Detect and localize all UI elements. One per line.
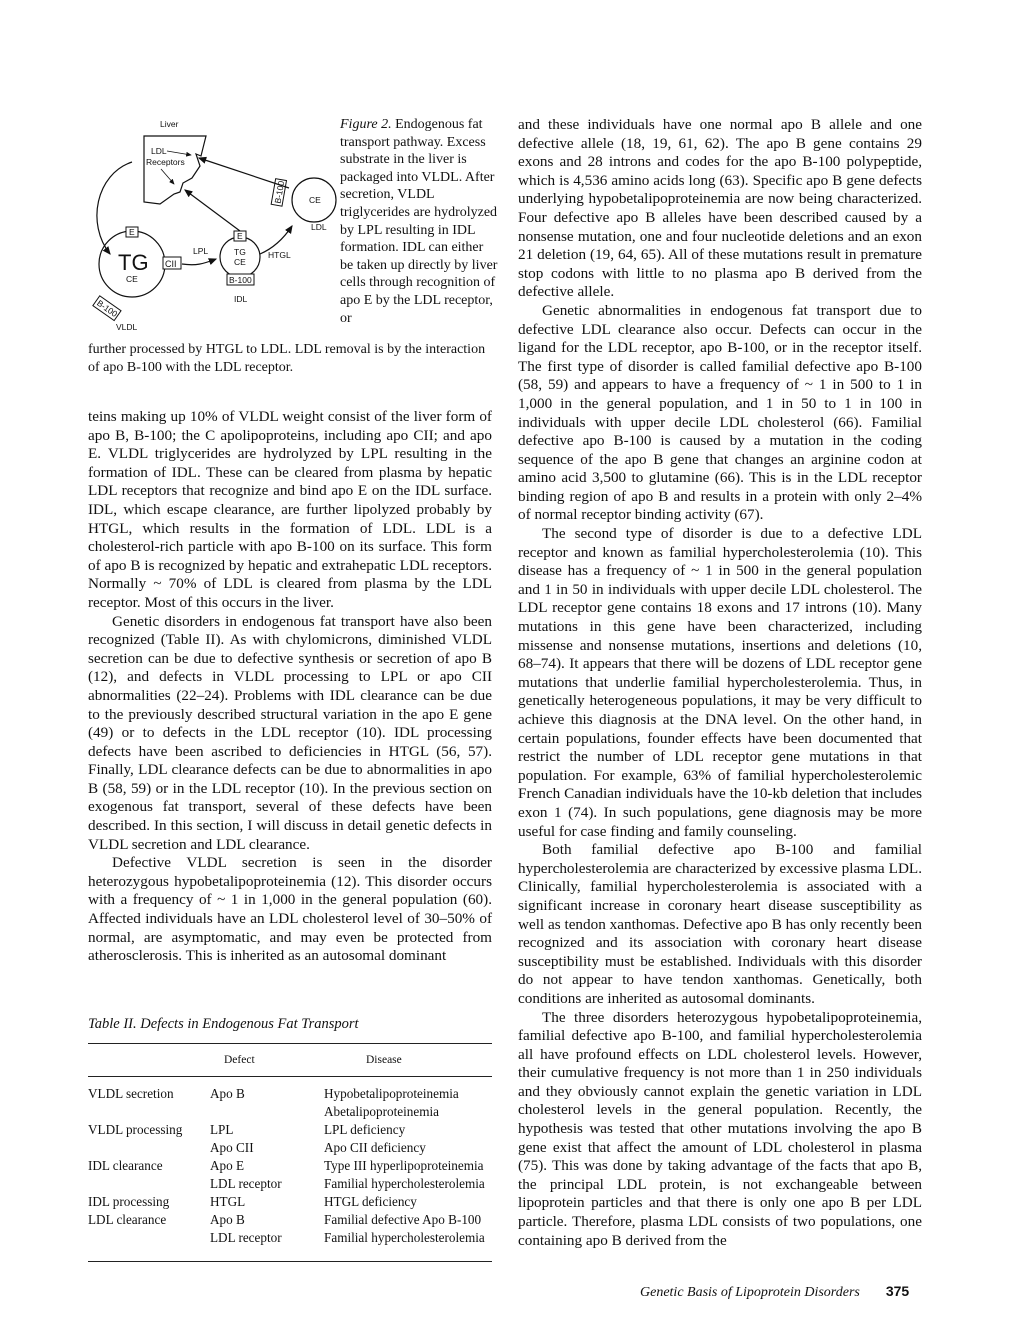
- left-column: [88, 408, 492, 966]
- endogenous-fat-transport-diagram: [88, 114, 338, 344]
- vldl-label: VLDL: [116, 322, 138, 332]
- svg-text:E: E: [129, 227, 135, 237]
- table-row: IDL processing HTGL HTGL deficiency: [88, 1194, 417, 1209]
- table-row: LDL clearance Apo B Familial defective Apo B-100: [88, 1212, 482, 1227]
- svg-text:B-100: B-100: [272, 180, 287, 205]
- ldl-particle: [271, 178, 336, 232]
- svg-text:CII: CII: [165, 259, 177, 269]
- lpl-label: LPL: [193, 246, 209, 256]
- table-row: Abetalipoproteinemia: [324, 1104, 439, 1119]
- idl-particle: [220, 231, 260, 304]
- svg-text:TG: TG: [234, 247, 246, 257]
- table-title: Table II. Defects in Endogenous Fat Transport: [88, 1016, 359, 1032]
- ldl-label: LDL: [311, 222, 327, 232]
- right-column: [518, 116, 922, 1250]
- svg-text:CE: CE: [309, 195, 321, 205]
- page-number: 375: [885, 1283, 910, 1299]
- vldl-particle: [93, 227, 181, 332]
- page-footer: [640, 1283, 909, 1301]
- figure-caption: [340, 116, 498, 327]
- paragraph: The second type of disorder is due to a defective LDL receptor and known as familial hypercholesterolemia (10). This disease has a frequency of ~ 1 in 500 in the general population and 1 in 50 in individuals with upper decile LDL cholesterol. The LDL receptor gene contains 18 exons and 17 introns (10). Many mutations in this gene have been characterized, including missense and nonsense mutations, insertions and deletions (10, 68–74). It appears that there will be dozens of LDL receptor gene mutations that underlie familial hypercholesterolemia. Thus, in genetically heterogeneous populations, it may be very difficult to achieve this diagnosis at the DNA level. On the other hand, in certain populations, founder effects have been documented that restrict the number of LDL receptor gene mutations in that population. For example, 63% of familial hypercholesterolemic French Canadian individuals have the 10-kb deletion that includes exon 1 (74). In such populations, gene diagnosis may be more useful for case finding and family counseling.: [518, 525, 922, 840]
- receptor-label-2: Receptors: [146, 157, 185, 167]
- svg-text:CE: CE: [126, 274, 138, 284]
- defects-table: [88, 1044, 492, 1261]
- paragraph: Genetic disorders in endogenous fat transport have also been recognized (Table II). As with chylomicrons, diminished VLDL secretion can be due to defective synthesis or secretion of apo B (12), and defects in VLDL processing to LPL or apo CII abnormalities (22–24). Problems with IDL clearance can be due to the previously described structural variation in the apo E gene (49) or to defects in the LDL receptor (10). IDL processing defects have been ascribed to deficiencies in HTGL (56, 57). Finally, LDL clearance defects can be due to abnormalities in apo B (58, 59) or in the LDL receptor (10). In the previous section on exogenous fat transport, several of these defects have been described. In this section, I will discuss in detail genetic defects in VLDL secretion and LDL clearance.: [88, 612, 492, 853]
- figure-2: [88, 114, 500, 394]
- svg-text:B-100: B-100: [229, 275, 252, 285]
- table-row: IDL clearance Apo E Type III hyperlipoproteinemia: [88, 1158, 484, 1173]
- receptor-label-1: LDL: [151, 146, 167, 156]
- paragraph: The three disorders heterozygous hypobetalipoproteinemia, familial defective apo B-100, and familial hypercholesterolemia all have profound effects on LDL cholesterol levels. However, their cumulative frequency is not more than 1 in 250 individuals and they obviously cannot explain the genetic variation in LDL cholesterol levels in the general population. Recently, the hypothesis was tested that other mutations involving the apo B gene exist that affect the amount of LDL cholesterol in plasma (75). This was done by taking advantage of the facts that apo B, the principal LDL protein, is not exchangeable between lipoprotein particles and that there is only one apo B per LDL particle. Therefore, plasma LDL consists of two populations, one containing apo B derived from the: [518, 1008, 922, 1249]
- table-row: VLDL secretion Apo B Hypobetalipoproteinemia: [88, 1086, 459, 1101]
- paragraph: and these individuals have one normal apo B allele and one defective allele (18, 19, 61, 62). The apo B gene contains 29 exons and 28 introns and codes for the apo B-100 polypeptide, which is 4,536 amino acids long (63). Specific apo B gene defects underlying hypobetalipoproteinemia are now being characterized. Four defective apo B alleles have been described caused by a nonsense mutation, one and four nucleotide deletions and an exon 21 deletion (19, 64, 65). All of these mutations result in premature stop codons with little to no plasma apo B derived from the defective allele.: [518, 116, 922, 301]
- header-category: [88, 1044, 210, 1077]
- figure-caption-continued: further processed by HTGL to LDL. LDL removal is by the interaction of apo B-100 with the LDL receptor.: [88, 342, 486, 375]
- running-title: Genetic Basis of Lipoprotein Disorders: [640, 1285, 860, 1300]
- htgl-label: HTGL: [268, 250, 291, 260]
- paragraph: teins making up 10% of VLDL weight consist of the liver form of apo B, B-100; the C apolipoproteins, including apo CII; and apo E. VLDL triglycerides are hydrolyzed by LPL resulting in the formation of IDL. These can be cleared from plasma by hepatic LDL receptors that recognize and bind apo E on the IDL surface. IDL, which escape clearance, are further lipolyzed probably by HTGL, which results in the formation of LDL. LDL is a cholesterol-rich particle with apo B-100 on its surface. This form of apo B is recognized by hepatic and extrahepatic LDL receptors. Normally ~ 70% of LDL is cleared from plasma by the LDL receptor. Most of this occurs in the liver.: [88, 408, 492, 611]
- svg-text:CE: CE: [234, 257, 246, 267]
- header-defect: Defect: [224, 1054, 255, 1066]
- paragraph: Defective VLDL secretion is seen in the disorder heterozygous hypobetalipoproteinemia (12). This disorder occurs with a frequency of ~ 1 in 1,000 in the general population (60). Affected individuals have an LDL cholesterol level of 30–50% of normal, are asymptomatic, and may even be protected from atherosclerosis. This is inherited as an autosomal dominant: [88, 854, 492, 965]
- table-header-row: [88, 1044, 492, 1077]
- liver-shape: [144, 119, 206, 204]
- table-row: VLDL processing LPL LPL deficiency: [88, 1122, 406, 1137]
- table-row: LDL receptor Familial hypercholesterolemia: [210, 1176, 485, 1191]
- table-row: LDL receptor Familial hypercholesterolemia: [210, 1230, 485, 1245]
- svg-text:B-100: B-100: [95, 297, 120, 319]
- table-bottom-rule: [88, 1261, 492, 1262]
- figure-caption-text: Endogenous fat transport pathway. Excess substrate in the liver is packaged into VLDL. After secretion, VLDL triglycerides are hydrolyzed by LPL resulting in IDL formation. IDL can either be taken up directly by liver cells through recognition of apo E by the LDL receptor, or: [340, 117, 498, 326]
- paragraph: Both familial defective apo B-100 and familial hypercholesterolemia are characterized by excessive plasma LDL. Clinically, familial hypercholesterolemia is associated with a significant increase in coronary heart disease susceptibility as well as tendon xanthomas. Defective apo B has only recently been recognized and its association with coronary heart disease susceptibility must be established. Individuals with this disorder do not appear to have tendon xanthomas. Genetically, both conditions are inherited as autosomal dominants.: [518, 841, 922, 1007]
- header-disease: Disease: [366, 1054, 402, 1066]
- table-ii: [88, 1016, 492, 1262]
- liver-label: Liver: [160, 119, 179, 129]
- figure-label: Figure 2.: [340, 117, 392, 132]
- svg-text:E: E: [237, 231, 243, 241]
- table-row: Apo CII Apo CII deficiency: [210, 1140, 426, 1155]
- svg-text:TG: TG: [118, 250, 149, 275]
- paragraph: Genetic abnormalities in endogenous fat transport due to defective LDL clearance also occur. Defects can occur in the ligand for the LDL receptor, apo B-100, or in the receptor itself. The first type of disorder is called familial defective apo B-100 (58, 59) and appears to have a frequency of ~ 1 in 500 to 1 in 1,000 in the general population, and 1 in 50 to 1 in 100 in individuals with upper decile LDL cholesterol (66). Familial defective apo B-100 is caused by a mutation in the coding sequence of the apo B gene that changes an arginine codon at amino acid 3,500 to glutamine (66). This is in the LDL receptor binding region of apo B and results in a protein with only 2–4% of normal receptor binding activity (67).: [518, 301, 922, 524]
- idl-label: IDL: [234, 294, 248, 304]
